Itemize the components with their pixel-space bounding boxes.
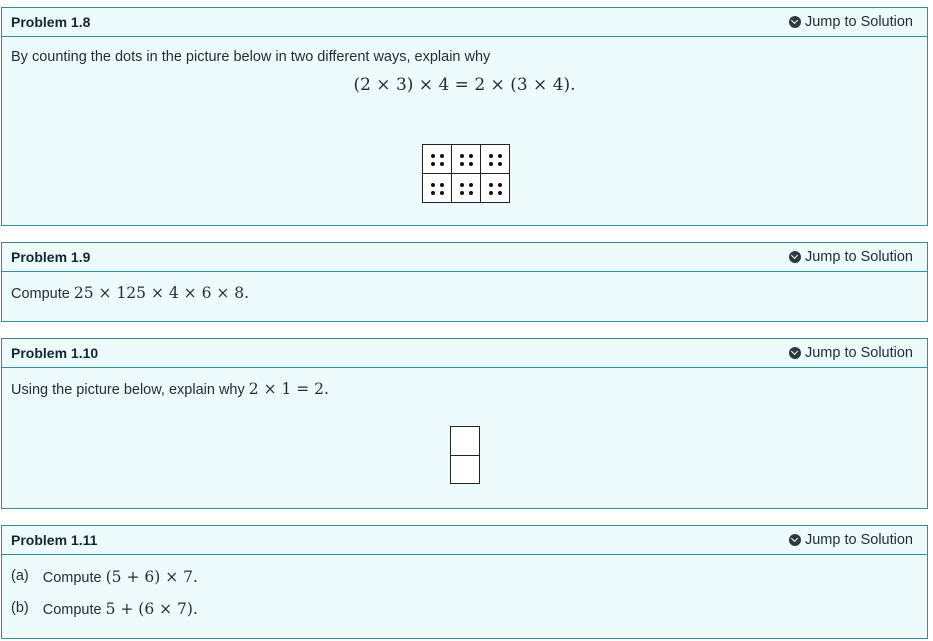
dot [469,162,473,166]
problem-title: Problem 1.8 [11,14,91,30]
dot [460,183,464,187]
dot-cell [422,144,452,174]
dot [460,191,464,195]
dot [489,162,493,166]
expression: (5 + 6) × 7. [105,568,198,586]
jump-to-solution-link[interactable] [789,532,913,548]
dot [498,191,502,195]
dot [431,183,435,187]
problem-header [2,8,927,37]
problem-body [2,272,927,314]
dot [489,154,493,158]
dot-grid-figure [422,144,510,204]
two-box-figure [450,426,480,484]
box-cell [450,455,480,484]
part-label: (a) [11,568,29,584]
dot [498,183,502,187]
circle-arrow-down-icon [789,16,801,28]
dot [498,154,502,158]
dot [489,191,493,195]
problem-1-8 [1,7,928,226]
dot-cell [480,144,510,174]
dot-cell [451,144,481,174]
problem-text: By counting the dots in the picture below in two different ways, explain why [11,49,491,65]
dot [489,183,493,187]
problem-1-10 [1,338,928,509]
dot [460,162,464,166]
box-cell [450,426,480,456]
part-prefix: Compute [42,602,102,618]
dot-cell [480,173,510,203]
problem-1-11 [1,525,928,639]
problem-prefix: Using the picture below, explain why [11,382,245,398]
jump-label: Jump to Solution [804,345,913,361]
dot-cell [422,173,452,203]
dot [440,154,444,158]
problem-part-a [11,568,918,586]
dot [469,154,473,158]
problem-1-9 [1,242,928,322]
jump-to-solution-link[interactable] [789,249,913,265]
equation: (2 × 3) × 4 = 2 × (3 × 4). [353,75,576,95]
dot [431,162,435,166]
problem-header [2,243,927,272]
circle-arrow-down-icon [789,251,801,263]
dot [431,191,435,195]
expression: 25 × 125 × 4 × 6 × 8. [73,284,250,302]
dot [469,183,473,187]
jump-to-solution-link[interactable] [789,345,913,361]
problem-title: Problem 1.9 [11,249,91,265]
dot [440,162,444,166]
jump-to-solution-link[interactable] [789,14,913,30]
problem-header [2,526,927,555]
jump-label: Jump to Solution [804,14,913,30]
circle-arrow-down-icon [789,534,801,546]
dot [440,191,444,195]
expression: 2 × 1 = 2. [248,380,329,398]
dot [498,162,502,166]
part-label: (b) [11,600,29,616]
dot-cell [451,173,481,203]
problem-title: Problem 1.10 [11,345,99,361]
problem-prefix: Compute [11,286,70,302]
dot [469,191,473,195]
problem-body [2,555,927,630]
problem-header [2,339,927,368]
problem-body [2,368,927,410]
problem-body [2,37,927,107]
problem-part-b [11,600,918,618]
dot [431,154,435,158]
part-prefix: Compute [42,570,102,586]
dot [460,154,464,158]
jump-label: Jump to Solution [804,532,913,548]
jump-label: Jump to Solution [804,249,913,265]
circle-arrow-down-icon [789,347,801,359]
dot [440,183,444,187]
expression: 5 + (6 × 7). [105,600,198,618]
problem-title: Problem 1.11 [11,532,98,548]
